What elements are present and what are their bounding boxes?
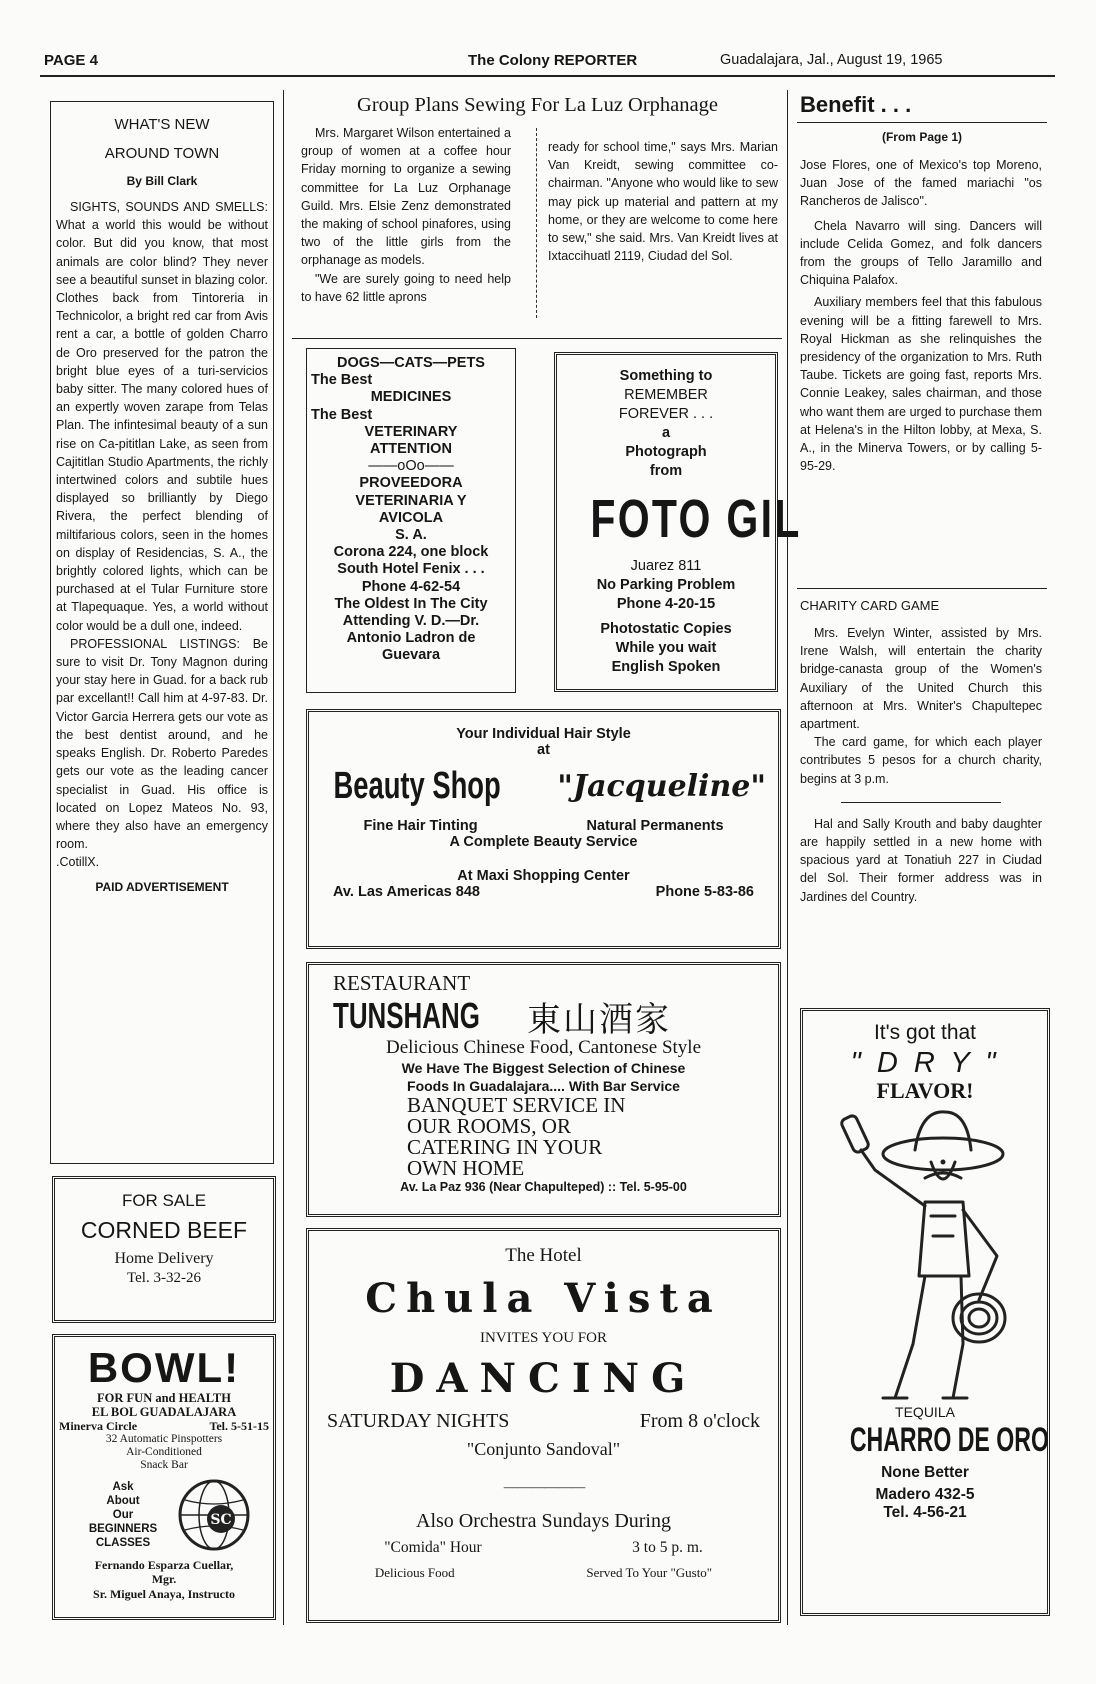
ad-headline: TUNSHANG <box>333 995 480 1036</box>
ad-headline: Beauty Shop <box>333 764 501 807</box>
ad-line: FOREVER . . . <box>618 406 714 422</box>
ad-line: OUR ROOMS, OR <box>407 1114 571 1138</box>
ad-line: FOR FUN and HEALTH <box>97 1391 231 1405</box>
ad-divider: — — — — — — <box>503 1480 584 1495</box>
ad-line: Something to <box>619 368 713 384</box>
ad-line: SATURDAY NIGHTS <box>327 1410 510 1432</box>
ad-line: CATERING IN YOUR <box>407 1135 603 1159</box>
column-rule <box>787 90 788 1625</box>
ad-line: At Maxi Shopping Center <box>457 868 630 884</box>
ad-line: BANQUET SERVICE IN <box>407 1093 626 1117</box>
ad-line: Tel. 5-51-15 <box>209 1419 269 1433</box>
bowl-ad <box>52 1334 276 1620</box>
ad-line: Av. La Paz 936 (Near Chapulteped) :: Tel. 5-95-00 <box>400 1180 687 1194</box>
article-text: The card game, for which each player contributes 5 pesos for a church charity, begins at 3 p.m. <box>800 735 1042 786</box>
signature: .CotillX. <box>56 855 100 870</box>
svg-text:SC: SC <box>210 1512 232 1528</box>
ad-line: English Spoken <box>611 659 721 675</box>
ad-line: Photostatic Copies <box>600 621 732 637</box>
ask-line: CLASSES <box>95 1537 151 1549</box>
ad-line: "Comida" Hour <box>384 1539 482 1556</box>
ad-line: Guevara <box>381 647 441 664</box>
ad-divider: ——oOo—— <box>368 458 454 475</box>
ad-line: Served To Your "Gusto" <box>586 1565 713 1580</box>
ad-line: From 8 o'clock <box>639 1410 760 1432</box>
article-body <box>800 624 1042 906</box>
ad-line: Minerva Circle <box>59 1419 138 1433</box>
ad-headline: FOTO GIL <box>590 489 802 549</box>
ad-line: INVITES YOU FOR <box>480 1330 607 1346</box>
dateline: Guadalajara, Jal., August 19, 1965 <box>720 52 943 68</box>
ad-line: Your Individual Hair Style <box>456 726 631 742</box>
ad-line: Antonio Ladron de <box>346 630 476 647</box>
ad-line: The Best <box>311 406 373 423</box>
ad-line: OWN HOME <box>407 1156 525 1180</box>
ad-line: EL BOL GUADALAJARA <box>91 1405 237 1419</box>
ad-line: VETERINARIA Y <box>355 492 467 509</box>
ad-line: Attending V. D.—Dr. <box>342 613 480 630</box>
ad-line: Tel. 4-56-21 <box>883 1504 967 1521</box>
column-body: PROFESSIONAL LISTINGS: Be sure to visit Dr. Tony Magnon during your stay here in Guad. for a back rub par excellant!! Call him at 4-97-83. Dr. Victor Garcia Herrera gets our vote as the best dentist around, and he speaks English. Dr. Roberto Paredes gets our vote as the leading cancer specialist in Guad. His office is located on Lopez Mateos No. 93, where they also have an emergency room. <box>56 636 268 852</box>
ad-line: It's got that <box>873 1021 977 1044</box>
column-rule <box>283 90 284 1625</box>
ad-headline: CHARRO DE ORO <box>849 1421 1049 1459</box>
ad-line: FOR SALE <box>121 1191 207 1210</box>
ad-line: VETERINARY <box>364 423 458 440</box>
ad-line: at <box>537 742 550 758</box>
ad-line: Delicious Chinese Food, Cantonese Style <box>385 1037 702 1058</box>
beauty-shop-ad <box>306 709 781 949</box>
article-body <box>800 156 1042 475</box>
ad-headline: DANCING <box>389 1355 698 1402</box>
column-title: AROUND TOWN <box>104 145 220 162</box>
article-text: Chela Navarro will sing. Dancers will include Celida Gomez, and folk dancers from the groups of Tello Jaramillo and Chiquina Palafox. <box>800 218 1042 288</box>
foto-gil-ad <box>554 352 802 692</box>
ad-line: Photograph <box>625 444 707 460</box>
ad-line: 3 to 5 p. m. <box>632 1539 703 1556</box>
ad-line: Sr. Miguel Anaya, Instructo <box>93 1587 235 1601</box>
ad-line: a <box>661 425 671 441</box>
ad-line: S. A. <box>395 527 427 544</box>
ad-line: Air-Conditioned <box>126 1446 202 1458</box>
ad-line: ATTENTION <box>370 441 452 458</box>
veterinary-ad <box>306 348 516 693</box>
ad-line: Natural Permanents <box>586 818 724 834</box>
tequila-ad <box>800 1008 1050 1616</box>
restaurant-ad <box>306 962 781 1217</box>
ad-line: 32 Automatic Pinspotters <box>105 1433 223 1445</box>
ad-line: Delicious Food <box>374 1565 455 1580</box>
ad-line: Fernando Esparza Cuellar, <box>94 1558 234 1572</box>
ad-line: Juarez 811 <box>630 558 702 574</box>
ad-line: Home Delivery <box>114 1250 214 1267</box>
ask-line: BEGINNERS <box>88 1523 158 1535</box>
whats-new-column <box>50 101 274 1164</box>
hotel-ad <box>306 1228 781 1623</box>
column-body: SIGHTS, SOUNDS AND SMELLS: What a world this would be without color. But did you know, that most animals are color blind? They never see a beautiful sunset in blazing color. Clothes back from Tintoreria in Technicolor, a bright red car from Avis rent a car, a bottle of golden Charro de Oro preserved for the patron the bright blue eyes of a turi-servicios baby sitter. The many colored hues of an expertly woven zarape from Telas Plan. The infintesimal beauty of a sun rise on Ca-pititlan Lake, as seen from Cajititlan Studio Apartments, the richly intertwined colors and subtile hues displayed so brilliantly by Diego Rivera, the perfect blending of miltifarious colors, seen in the homes on display of Residencias, S. A., the brightly colored lights, which can be purchased at el Tular Furniture store at Tlapequaque. Yes, a world without color would be a dull one, indeed. <box>56 200 268 633</box>
article-text: Hal and Sally Krouth and baby daughter are happily settled in a new home with spacious yard at Tonatiuh 227 in Ciudad del Sol. Their former address was in Jardines del Country. <box>800 816 1042 904</box>
newspaper-name: The Colony REPORTER <box>468 52 638 69</box>
ad-line: South Hotel Fenix . . . <box>337 561 485 578</box>
article-headline: Benefit . . . <box>800 92 912 117</box>
ad-line: The Oldest In The City <box>334 595 488 612</box>
ad-line: Phone 4-20-15 <box>616 596 716 612</box>
ad-line: from <box>649 463 683 479</box>
ask-line: Ask <box>112 1481 134 1493</box>
ad-line: Madero 432-5 <box>875 1486 975 1503</box>
paid-advertisement: PAID ADVERTISEMENT <box>95 879 229 894</box>
ad-line: RESTAURANT <box>333 971 471 995</box>
bowling-globe-logo-icon <box>175 1476 253 1554</box>
section-rule <box>797 588 1047 589</box>
article-headline: Group Plans Sewing For La Luz Orphanage <box>357 94 718 116</box>
article-text: Jose Flores, one of Mexico's top Moreno, Juan Jose of the famed mariachi "os Rancheros de Jalisco". <box>800 158 1042 209</box>
ad-line: Mgr. <box>151 1572 177 1586</box>
ad-line: Phone 4-62-54 <box>361 578 461 595</box>
ad-line: Snack Bar <box>140 1459 188 1471</box>
ad-line: Foods In Guadalajara.... With Bar Service <box>407 1078 680 1094</box>
ad-headline: "Jacqueline" <box>557 768 766 804</box>
ad-line: REMEMBER <box>624 387 708 403</box>
continued-note: (From Page 1) <box>881 130 962 144</box>
header-rule <box>40 75 1055 77</box>
article-text: Mrs. Margaret Wilson entertained a group of women at a coffee hour Friday morning to organize a sewing committee for La Luz Orphanage Guild. Mrs. Elsie Zenz demonstrated the making of school pinafores, using two of the little girls from the orphanage as models. <box>301 126 511 268</box>
ad-line: The Best <box>311 372 373 389</box>
ad-line: No Parking Problem <box>596 577 736 593</box>
byline: By Bill Clark <box>126 174 198 188</box>
ad-line: TEQUILA <box>895 1404 955 1420</box>
ad-line: While you wait <box>615 640 717 656</box>
ad-line: None Better <box>881 1464 969 1481</box>
column-title: WHAT'S NEW <box>114 116 210 133</box>
ad-headline: BOWL! <box>87 1344 241 1391</box>
ad-line: A Complete Beauty Service <box>449 834 638 850</box>
article-body <box>301 124 511 306</box>
ad-line: MEDICINES <box>370 389 452 406</box>
article-text: Mrs. Evelyn Winter, assisted by Mrs. Irene Walsh, will entertain the charity bridge-canasta group of the Women's Auxiliary of the United Church this afternoon at Mrs. Wniter's Chapultepec apartment. <box>800 626 1042 732</box>
ad-line: FLAVOR! <box>876 1078 974 1103</box>
ad-line: Fine Hair Tinting <box>363 818 478 834</box>
chinese-name: 東山酒家 <box>527 999 671 1040</box>
ad-headline: " D R Y " <box>850 1047 1000 1079</box>
ask-line: Our <box>112 1509 134 1521</box>
ad-headline: DOGS—CATS—PETS <box>337 355 485 371</box>
ad-line: PROVEEDORA <box>359 475 463 492</box>
article-headline: CHARITY CARD GAME <box>800 598 940 613</box>
article-body: ready for school time," says Mrs. Marian Van Kreidt, sewing committee co-chairman. "Anyone who would like to sew may pick up material and pattern at my home, or they are welcome to come here to sew," she said. Mrs. Van Kreidt lives at Ixtaccihuatl 2119, Ciudad del Sol. <box>548 140 778 264</box>
corned-beef-ad <box>52 1176 276 1323</box>
article-column-rule <box>536 128 537 318</box>
charro-drinking-illustration-icon <box>803 1106 1047 1406</box>
section-rule <box>292 338 782 339</box>
ad-line: The Hotel <box>505 1245 582 1266</box>
ad-line: Tel. 3-32-26 <box>127 1270 201 1286</box>
ad-line: Corona 224, one block <box>333 544 489 561</box>
ad-line: AVICOLA <box>378 509 444 526</box>
ad-line: "Conjunto Sandoval" <box>466 1439 621 1459</box>
article-text: Auxiliary members feel that this fabulous evening will be a fitting farewell to Mrs. Royal Hickman as she relinquishes the presidency of the organization to Mrs. Ruth Taube. Tickets are going fast, reports Mrs. Connie Leakey, sales chairman, and those who want them are urged to purchase them at Helena's in the Hilton lobby, at Mexa, S. A., in the Minerva Towers, or by calling 5-95-29. <box>800 295 1042 474</box>
ad-headline: Chula Vista <box>365 1275 722 1322</box>
page-number: PAGE 4 <box>44 52 98 69</box>
ask-line: About <box>106 1495 140 1507</box>
ad-line: We Have The Biggest Selection of Chinese <box>401 1060 686 1076</box>
article-text: "We are surely going to need help to have 62 little aprons <box>301 271 511 304</box>
ad-line: Also Orchestra Sundays During <box>416 1510 671 1532</box>
ad-line: Av. Las Americas 848 <box>333 884 480 900</box>
headline-rule <box>797 122 1047 123</box>
ad-line: Phone 5-83-86 <box>655 884 754 900</box>
ad-headline: CORNED BEEF <box>80 1217 248 1243</box>
